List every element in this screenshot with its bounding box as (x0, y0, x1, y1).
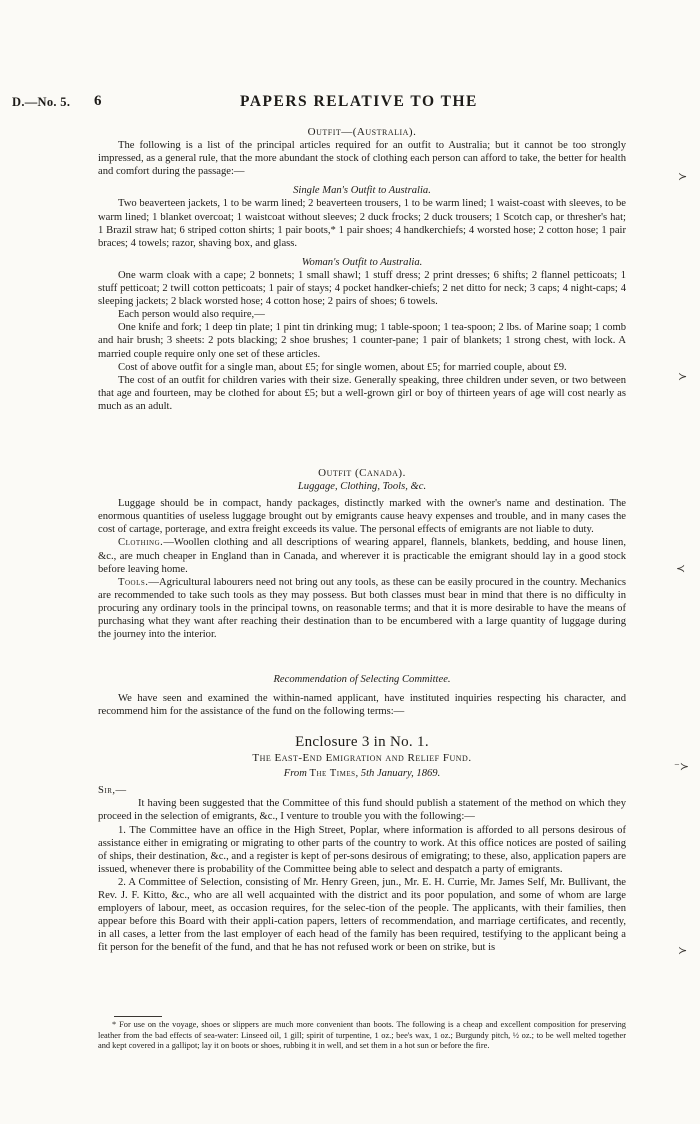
source-prefix: From (283, 768, 310, 780)
recommendation-section (98, 673, 626, 718)
each-person-heading: Each person would also require,— (118, 309, 265, 321)
enclosure-source (98, 767, 626, 780)
margin-mark: ≻ (678, 171, 688, 183)
source-paper: The Times (309, 768, 356, 780)
margin-mark: ≻ (678, 945, 688, 957)
outfit-canada-subheading: Luggage, Clothing, Tools, &c. (297, 481, 427, 493)
tools-text: —Agricultural labourers need not bring out any tools, as these can be easily procured in the country. Mechanics are recommended to take such tools as they may possess. But both classes must bear in mind that there is no difficulty in procuring any ordinary tools in the principal towns, on reasonable terms; and that it is more desirable to have the means of purchasing what they want after reaching their destination than to be encumbered with a large quantity of luggage during the journey into the interior. (98, 576, 626, 641)
running-title: PAPERS RELATIVE TO THE (240, 93, 478, 110)
clothing-text: —Woollen clothing and all descriptions of wearing apparel, flannels, blankets, bedding, and house linen, &c., are much cheaper in England than in Canada, and wherever it is practicable the emigrant should lay in a good stock before leaving home. (98, 537, 626, 575)
outfit-australia-intro: The following is a list of the principal articles required for an outfit to Australia; but it cannot be too strongly impressed, as a general rule, that the more abundant the stock of clothing each person can afford to take, the better for health and comfort during the passage:— (98, 140, 626, 178)
margin-mark: ≻ (678, 371, 688, 383)
clothing-paragraph (98, 536, 626, 575)
enclosure-paragraph-1: It having been suggested that the Committee of this fund should publish a statement of the method on which they proceed in the selection of emigrants, &c., I venture to trouble you with the following:— (98, 798, 626, 823)
footnote-rule (114, 1016, 162, 1017)
each-person-list: One knife and fork; 1 deep tin plate; 1 pint tin drinking mug; 1 table-spoon; 1 tea-spoon; 2 lbs. of Marine soap; 1 comb and hair brush; 3 sheets: 2 pots blacking; 2 shoe brushes; 1 counter-pane; 1 pair of blankets; 1 strong chest, with lock. A married couple require only one set of these articles. (98, 322, 626, 360)
enclosure-title: Enclosure 3 in No. 1. (295, 734, 429, 750)
single-man-list: Two beaverteen jackets, 1 to be warm lined; 2 beaverteen trousers, 1 to be warm lined; 1 waist-coast with sleeves, to be warm lined; 1 blanket overcoat; 1 waistcoat without sleeves; 2 duck frocks; 2 duck trousers; 1 Scotch cap, or thresher's hat; 1 Brazil straw hat; 6 striped cotton shirts; 1 pair boots,* 1 pair shoes; 4 handkerchiefs; 4 worsted hose; 2 cotton hose; 1 pair braces; 4 towels; razor, shaving box, and glass. (98, 198, 626, 249)
enclosure-paragraph-2: 1. The Committee have an office in the High Street, Poplar, where information is afforded to all persons desirous of assistance either in emigrating or migrating to other parts of the country to work. At this office notices are posted of sailing of ships, their destination, &c., and a register is kept of per-sons desirous of emigrating; to these, also, application papers are issued, whenever there is probability of the Committee being able to select and despatch a party of emigrants. (98, 824, 626, 875)
outfit-australia-section (98, 126, 626, 413)
footnote-text: * For use on the voyage, shoes or slippers are much more convenient than boots. The following is a cheap and excellent composition for preserving leather from the bad effects of sea-water: Linseed oil, 1 gill; spirit of turpentine, 1 oz.; bee's wax, 1 oz.; Burgundy pitch, ½ oz.; to be well melted together and kept covered in a gallipot; lay it on boots or shoes, rubbing it in well, and set them in a hot sun or before the fire. (98, 1020, 626, 1051)
luggage-paragraph: Luggage should be in compact, handy packages, distinctly marked with the owner's name and destination. The enormous quantities of useless luggage brought out by emigrants cause heavy expenses and trouble, and in many cases the cost of cartage, porterage, and extra freight exceeds its value. The personal effects of emigrants are not liable to duty. (98, 498, 626, 536)
margin-mark: ≺ (676, 563, 686, 575)
clothing-label: Clothing. (118, 537, 164, 549)
woman-heading: Woman's Outfit to Australia. (301, 256, 423, 268)
source-date: , 5th January, 1869. (355, 768, 441, 780)
tools-paragraph (98, 576, 626, 641)
recommendation-text: We have seen and examined the within-named applicant, have instituted inquiries respecting his character, and recommend him for the assistance of the fund on the following terms:— (98, 693, 626, 718)
enclosure-subtitle: The East-End Emigration and Relief Fund. (252, 752, 472, 765)
outfit-australia-heading: Outfit—(Australia). (307, 126, 417, 138)
margin-mark: ⁻≻ (674, 761, 690, 773)
single-man-heading: Single Man's Outfit to Australia. (293, 185, 431, 197)
salutation: Sir,— (98, 785, 127, 797)
woman-list: One warm cloak with a cape; 2 bonnets; 1 small shawl; 1 stuff dress; 2 print dresses; 6 shifts; 2 flannel petticoats; 1 stuff petticoat; 2 twill cotton petticoats; 1 pair of stays; 4 pocket handker-chiefs; 2 net ditto for neck; 3 caps; 4 night-caps; 4 sleeping jackets; 2 black worsted hose; 4 cotton hose; 2 pairs of shoes; 6 towels. (98, 269, 626, 308)
tools-label: Tools. (118, 576, 149, 588)
enclosure-section (98, 736, 626, 955)
recommendation-heading: Recommendation of Selecting Committee. (273, 674, 451, 685)
outfit-cost: Cost of above outfit for a single man, about £5; for single women, about £5; for married couple, about £9. (118, 361, 567, 373)
enclosure-paragraph-3: 2. A Committee of Selection, consisting of Mr. Henry Green, jun., Mr. E. H. Currie, Mr. James Self, Mr. Bullivant, the Rev. J. F. Kitto, &c., who are all well acquainted with the district and its poor population, and some of whom are large employers of labour, meet, as occasion requires, for the selec-tion of the people. The applicants, with their families, then appear before this Board with their appli-cation papers, letters of recommendation, and marriage certificates, and recently, in all cases, a letter from the last employer of each head of the family has been required, testifying to the applicant being a fit person for the benefit of the fund, and that he has not refused work or been on strike, but is (98, 876, 626, 954)
children-outfit: The cost of an outfit for children varies with their size. Generally speaking, three children under seven, or two between that age and fourteen, may be clothed for about £5; but a well-grown girl or boy of thirteen years of age will cost nearly as much as an adult. (98, 374, 626, 412)
outfit-canada-section (98, 467, 626, 641)
outfit-canada-heading: Outfit (Canada). (318, 467, 406, 479)
document-reference: D.—No. 5. (12, 95, 71, 109)
footnote (98, 1020, 626, 1052)
page-number: 6 (94, 93, 102, 109)
